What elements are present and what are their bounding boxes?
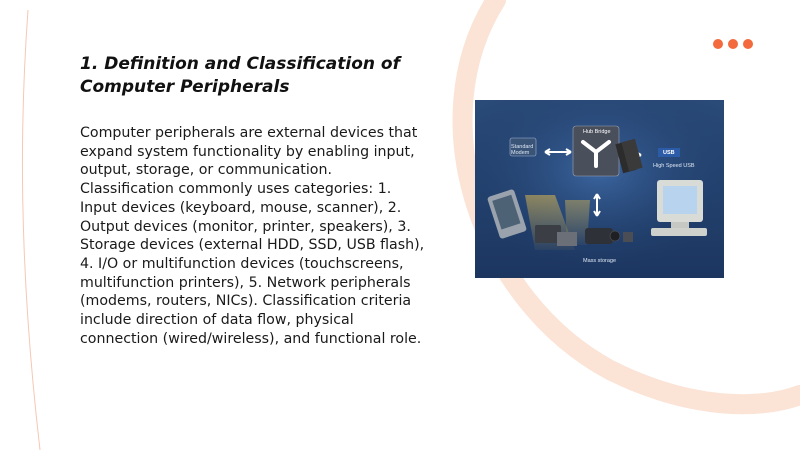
label-usb: USB [663, 150, 675, 156]
dot [743, 39, 753, 49]
decor-arc-left [22, 10, 40, 450]
small-device-icon [623, 232, 633, 242]
slide-body-text: Computer peripherals are external devices that expand system functionality by enabling input, output, storage, or communication. Classification commonly uses categories: 1. Input devices (keyboard, mouse, scanner), 2. Output devices (monitor, printer, speakers), 3. Storage devices (external HDD, SSD, USB flash), 4. I/O or multifunction devices (touchscreens, multifunction printers), 5. Network peripherals (modems, routers, NICs). Classification criteria include direction of data flow, physical connection (wired/wireless), and functional role. [80, 125, 425, 347]
diagram-illustration [475, 100, 724, 278]
dot [728, 39, 738, 49]
label-hub-bridge: Hub Bridge [583, 129, 611, 135]
menu-dots-icon[interactable] [713, 39, 753, 49]
peripherals-diagram-image [475, 100, 724, 278]
slide-title: 1. Definition and Classification of Computer Peripherals [80, 54, 400, 97]
hard-drive-icon [557, 232, 577, 246]
dot [713, 39, 723, 49]
label-high-speed-usb: High Speed USB [653, 163, 695, 169]
label-standard-modem: Standard Modem [511, 144, 534, 156]
label-mass-storage: Mass storage [583, 258, 617, 264]
